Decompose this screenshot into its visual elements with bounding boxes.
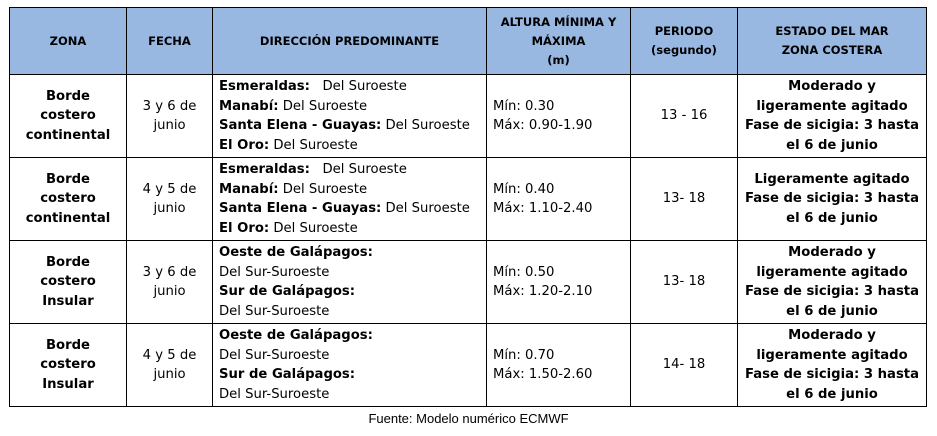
altura-max: Máx: 1.10-2.40 bbox=[493, 201, 593, 216]
altura-min: Mín: 0.50 bbox=[493, 264, 555, 280]
altura-cell bbox=[487, 241, 631, 324]
direccion-line bbox=[219, 116, 480, 136]
direccion-lugar: Manabí: bbox=[219, 98, 279, 114]
direccion-line bbox=[219, 97, 480, 117]
direccion-valor: Del Suroeste bbox=[273, 220, 358, 236]
direccion-line bbox=[219, 385, 480, 405]
header-periodo-unit: (segundo) bbox=[651, 43, 717, 57]
direccion-valor: Del Sur-Suroeste bbox=[219, 347, 330, 363]
periodo-cell: 14- 18 bbox=[631, 324, 738, 407]
fecha-cell: 4 y 5 de junio bbox=[127, 158, 213, 241]
direccion-line bbox=[219, 77, 480, 97]
direccion-valor: Del Sur-Suroeste bbox=[219, 264, 330, 280]
zona-cell: Borde costero continental bbox=[10, 158, 127, 241]
direccion-lugar: Esmeraldas: bbox=[219, 162, 310, 177]
altura-cell bbox=[487, 158, 631, 241]
direccion-lugar: El Oro: bbox=[219, 137, 270, 153]
header-estado bbox=[738, 8, 927, 75]
direccion-valor: Del Sur-Suroeste bbox=[219, 386, 330, 402]
altura-max: Máx: 1.50-2.60 bbox=[493, 367, 593, 382]
header-fecha: FECHA bbox=[127, 8, 213, 75]
direccion-lugar: Oeste de Galápagos: bbox=[219, 245, 373, 260]
direccion-line bbox=[219, 243, 480, 263]
direccion-line bbox=[219, 263, 480, 283]
header-estado-sub: ZONA COSTERA bbox=[781, 43, 883, 57]
sea-state-table bbox=[9, 7, 927, 407]
table-row bbox=[10, 158, 927, 241]
fecha-cell: 4 y 5 de junio bbox=[127, 324, 213, 407]
direccion-lugar: Sur de Galápagos: bbox=[219, 284, 356, 299]
altura-min: Mín: 0.40 bbox=[493, 181, 555, 197]
direccion-lugar: Manabí: bbox=[219, 181, 279, 197]
header-altura bbox=[487, 8, 631, 75]
direccion-valor: Del Suroeste bbox=[282, 181, 368, 197]
direccion-cell bbox=[213, 75, 487, 158]
direccion-cell bbox=[213, 158, 487, 241]
source-caption: Fuente: Modelo numérico ECMWF bbox=[368, 411, 569, 426]
zona-cell: Borde costero continental bbox=[10, 75, 127, 158]
altura-cell bbox=[487, 324, 631, 407]
header-zona: ZONA bbox=[10, 8, 127, 75]
direccion-lugar: El Oro: bbox=[219, 220, 270, 236]
fecha-cell: 3 y 6 de junio bbox=[127, 75, 213, 158]
direccion-lugar: Santa Elena - Guayas: bbox=[219, 201, 382, 216]
header-periodo-label: PERIODO bbox=[654, 24, 714, 38]
direccion-valor: Del Suroeste bbox=[322, 162, 407, 177]
direccion-valor: Del Sur-Suroeste bbox=[219, 303, 330, 319]
direccion-line bbox=[219, 160, 480, 180]
altura-min: Mín: 0.70 bbox=[493, 347, 555, 363]
table-row bbox=[10, 324, 927, 407]
zona-cell: Borde costero Insular bbox=[10, 241, 127, 324]
direccion-line bbox=[219, 282, 480, 302]
periodo-cell: 13 - 16 bbox=[631, 75, 738, 158]
direccion-line bbox=[219, 219, 480, 239]
direccion-line bbox=[219, 199, 480, 219]
direccion-lugar: Esmeraldas: bbox=[219, 79, 310, 94]
header-direccion: DIRECCIÓN PREDOMINANTE bbox=[213, 8, 487, 75]
table-row bbox=[10, 75, 927, 158]
altura-max: Máx: 0.90-1.90 bbox=[493, 118, 593, 133]
zona-cell: Borde costero Insular bbox=[10, 324, 127, 407]
estado-cell: Moderado y ligeramente agitado Fase de sicigia: 3 hasta el 6 de junio bbox=[738, 241, 927, 324]
direccion-line bbox=[219, 365, 480, 385]
table-row bbox=[10, 241, 927, 324]
altura-max: Máx: 1.20-2.10 bbox=[493, 284, 593, 299]
periodo-cell: 13- 18 bbox=[631, 241, 738, 324]
direccion-line bbox=[219, 346, 480, 366]
estado-cell: Moderado y ligeramente agitado Fase de sicigia: 3 hasta el 6 de junio bbox=[738, 324, 927, 407]
header-periodo bbox=[631, 8, 738, 75]
direccion-cell bbox=[213, 324, 487, 407]
direccion-cell bbox=[213, 241, 487, 324]
altura-cell bbox=[487, 75, 631, 158]
estado-cell: Moderado y ligeramente agitado Fase de sicigia: 3 hasta el 6 de junio bbox=[738, 75, 927, 158]
header-altura-label: ALTURA MÍNIMA Y MÁXIMA bbox=[500, 14, 617, 48]
header-estado-label: ESTADO DEL MAR bbox=[775, 24, 889, 38]
direccion-line bbox=[219, 180, 480, 200]
direccion-valor: Del Suroeste bbox=[273, 137, 358, 153]
header-altura-unit: (m) bbox=[547, 52, 570, 67]
direccion-valor: Del Suroeste bbox=[385, 201, 470, 216]
direccion-valor: Del Suroeste bbox=[385, 118, 470, 133]
direccion-lugar: Sur de Galápagos: bbox=[219, 367, 356, 382]
direccion-valor: Del Suroeste bbox=[282, 98, 368, 114]
direccion-line bbox=[219, 302, 480, 322]
fecha-cell: 3 y 6 de junio bbox=[127, 241, 213, 324]
direccion-line bbox=[219, 136, 480, 156]
direccion-valor: Del Suroeste bbox=[322, 79, 407, 94]
altura-min: Mín: 0.30 bbox=[493, 98, 555, 114]
direccion-lugar: Santa Elena - Guayas: bbox=[219, 118, 382, 133]
estado-cell: Ligeramente agitado Fase de sicigia: 3 hasta el 6 de junio bbox=[738, 158, 927, 241]
header-row bbox=[10, 8, 927, 75]
periodo-cell: 13- 18 bbox=[631, 158, 738, 241]
direccion-lugar: Oeste de Galápagos: bbox=[219, 328, 373, 343]
direccion-line bbox=[219, 326, 480, 346]
